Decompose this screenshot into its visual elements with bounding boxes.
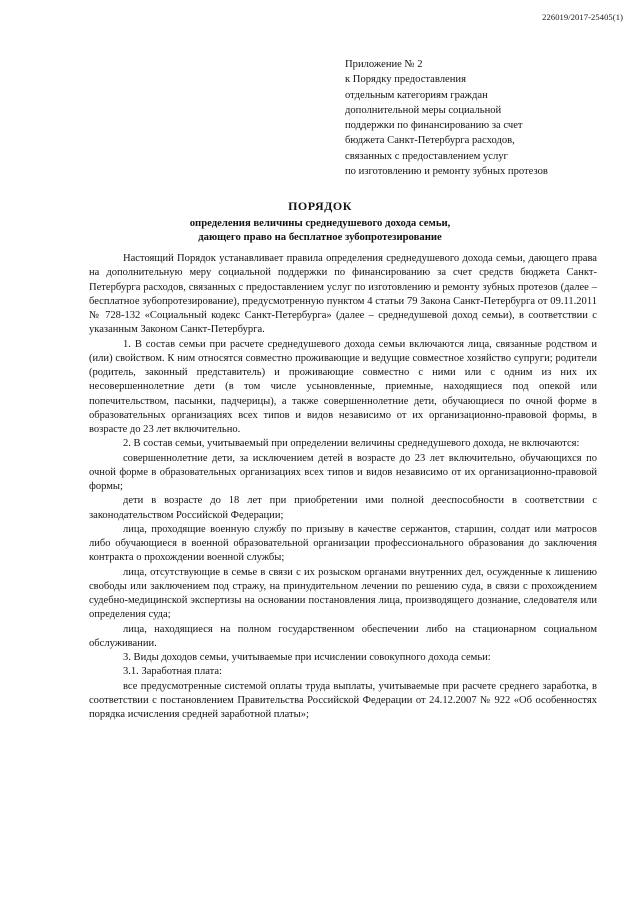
paragraph-1: 1. В состав семьи при расчете среднедушевого дохода семьи включаются лица, связанные родством и (или) свойством. К ним относятся совместно проживающие и ведущие совместное хозяйство супруги; родители (родитель, законный представитель) и проживающие совместно с ними или с одним из них их несовершеннолетние дети (в том числе усыновленные, приемные, находящиеся под опекой или попечительством, пасынки, падчерицы), а также совершеннолетние дети, обучающиеся по очной форме в образовательных организациях всех типов и видов независимо от их организационно-правовой формы, в возрасте до 23 лет включительно. — [89, 338, 597, 435]
document-number: 226019/2017-25405(1) — [542, 12, 623, 22]
appendix-line: бюджета Санкт-Петербурга расходов, — [345, 135, 515, 147]
paragraph-3-1-item: все предусмотренные системой оплаты труда выплаты, учитываемые при расчете среднего заработка, в соответствии с постановлением Правительства Российской Федерации от 24.12.2007 № 922 «Об особенностях порядка исчисления средней заработной платы»; — [89, 680, 597, 720]
paragraph-2-item: лица, отсутствующие в семье в связи с их розыском органами внутренних дел, осужденные к лишению свободы или заключением под стражу, на принудительном лечении по решению суда, в связи с прохождением судебно-медицинской экспертизы на основании постановления лица, производящего дознание, следователя или определения суда; — [89, 566, 597, 621]
appendix-line: к Порядку предоставления — [345, 74, 466, 86]
document-subtitle — [0, 216, 640, 244]
subtitle-line: определения величины среднедушевого дохода семьи, — [189, 217, 451, 229]
subtitle-line: дающего право на бесплатное зубопротезирование — [198, 231, 442, 244]
paragraph-3-1: 3.1. Заработная плата: — [123, 666, 222, 678]
appendix-line: по изготовлению и ремонту зубных протезов — [345, 166, 548, 178]
appendix-header — [345, 57, 607, 179]
paragraph-2: 2. В состав семьи, учитываемый при определении величины среднедушевого дохода, не включаются: — [123, 438, 580, 450]
appendix-line: связанных с предоставлением услуг — [345, 150, 508, 162]
paragraph-intro: Настоящий Порядок устанавливает правила определения среднедушевого дохода семьи, дающего права на дополнительную меру социальной поддержки по финансированию за счет средств бюджета Санкт-Петербурга расходов, связанных с предоставлением услуг по изготовлению и ремонту зубных протезов (далее – бесплатное зубопротезирование), предусмотренную пунктом 4 статьи 79 Закона Санкт-Петербурга от 09.11.2011 № 728-132 «Социальный кодекс Санкт-Петербурга» (далее – среднедушевой доход семьи), в соответствии с указанным Законом Санкт-Петербурга. — [89, 253, 597, 336]
paragraph-2-item: совершеннолетние дети, за исключением детей в возрасте до 23 лет включительно, обучающихся по очной форме в образовательных организациях всех типов и видов независимо от их организационно-правовой формы; — [89, 452, 597, 492]
document-title: ПОРЯДОК — [288, 199, 352, 213]
paragraph-2-item: лица, проходящие военную службу по призыву в качестве сержантов, старшин, солдат или матросов либо обучающиеся в военной образовательной организации профессионального образования до заключения контракта о прохождении военной службы; — [89, 523, 597, 564]
appendix-line: Приложение № 2 — [345, 59, 423, 70]
document-body — [89, 252, 597, 722]
appendix-line: дополнительной меры социальной — [345, 104, 502, 116]
appendix-line: поддержки по финансированию за счет — [345, 120, 523, 132]
paragraph-2-item: лица, находящиеся на полном государственном обеспечении либо на стационарном социальном обслуживании. — [89, 623, 597, 649]
paragraph-3: 3. Виды доходов семьи, учитываемые при исчислении совокупного дохода семьи: — [123, 652, 491, 663]
appendix-line: отдельным категориям граждан — [345, 89, 488, 101]
paragraph-2-item: дети в возрасте до 18 лет при приобретении ими полной дееспособности в соответствии с законодательством Российской Федерации; — [89, 495, 597, 521]
